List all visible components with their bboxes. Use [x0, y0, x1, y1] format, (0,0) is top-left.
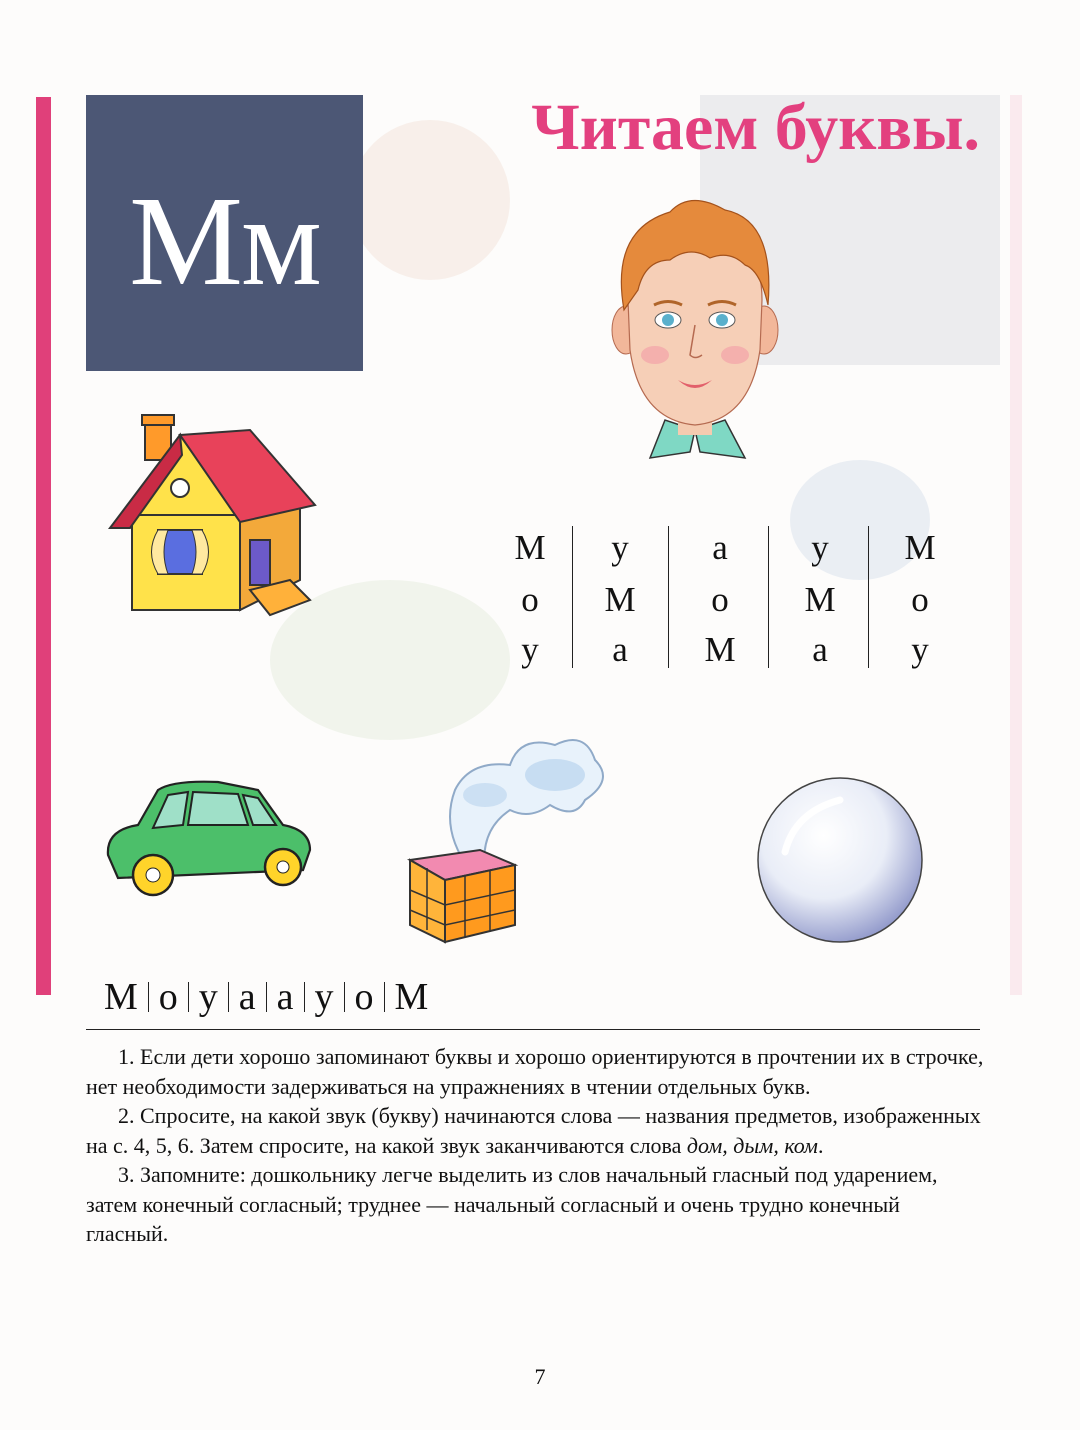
row-letter: о [158, 976, 178, 1018]
grid-cell: а [712, 528, 728, 567]
note-2-end: . [817, 1132, 824, 1158]
grid-cell: у [911, 630, 929, 669]
row-letter: а [276, 976, 294, 1018]
grid-cell: у [521, 630, 539, 669]
letter-grid [500, 526, 950, 668]
page-title: Читаем буквы. [531, 91, 980, 164]
grid-cell: М [904, 528, 936, 567]
grid-cell: о [711, 580, 729, 619]
grid-divider [572, 526, 573, 668]
note-2 [86, 1101, 986, 1160]
row-letter: о [354, 976, 374, 1018]
note-1: 1. Если дети хорошо запоминают буквы и хорошо ориентируются в прочтении их в строчке, нет необходимости задерживаться на упражнениях в чтении отдельных букв. [86, 1044, 984, 1099]
letter-heading: Мм [129, 170, 320, 312]
grid-divider [668, 526, 669, 668]
grid-cell: о [911, 580, 929, 619]
note-3: 3. Запомните: дошкольнику легче выделить из слов начальный гласный под ударением, затем конечный согласный; труднее — начальный согласный и очень трудно конечный гласный. [86, 1162, 938, 1246]
letter-row [94, 972, 438, 1016]
chimney-smoke-illustration [400, 720, 615, 945]
letter-tile [86, 95, 363, 371]
grid-cell: М [604, 580, 636, 619]
grid-cell: М [704, 630, 736, 669]
grid-divider [768, 526, 769, 668]
row-letter: М [104, 976, 138, 1018]
row-letter: М [394, 976, 429, 1018]
row-letter: у [198, 976, 218, 1018]
grid-divider [868, 526, 869, 668]
house-illustration [100, 410, 320, 625]
grid-cell: у [811, 528, 829, 567]
note-2-text: 2. Спросите, на какой звук (букву) начинаются слова — названия предметов, изображенных на с. 4, 5, 6. Затем спросите, на какой звук заканчиваются слова [86, 1103, 981, 1158]
bubble-illustration [750, 772, 930, 947]
row-letter: у [314, 976, 334, 1018]
grid-cell: М [514, 528, 546, 567]
section-divider [86, 1029, 980, 1030]
grid-cell: у [611, 528, 629, 567]
note-2-italic-words: дом, дым, ком [686, 1132, 818, 1158]
car-illustration [98, 770, 318, 900]
page-number: 7 [534, 1364, 546, 1389]
left-accent-bar [36, 97, 51, 995]
teacher-notes [86, 1042, 986, 1249]
grid-cell: а [812, 630, 828, 669]
boy-face-illustration [610, 190, 780, 480]
grid-cell: М [804, 580, 836, 619]
row-letter: а [238, 976, 256, 1018]
grid-cell: о [521, 580, 539, 619]
grid-cell: а [612, 630, 628, 669]
